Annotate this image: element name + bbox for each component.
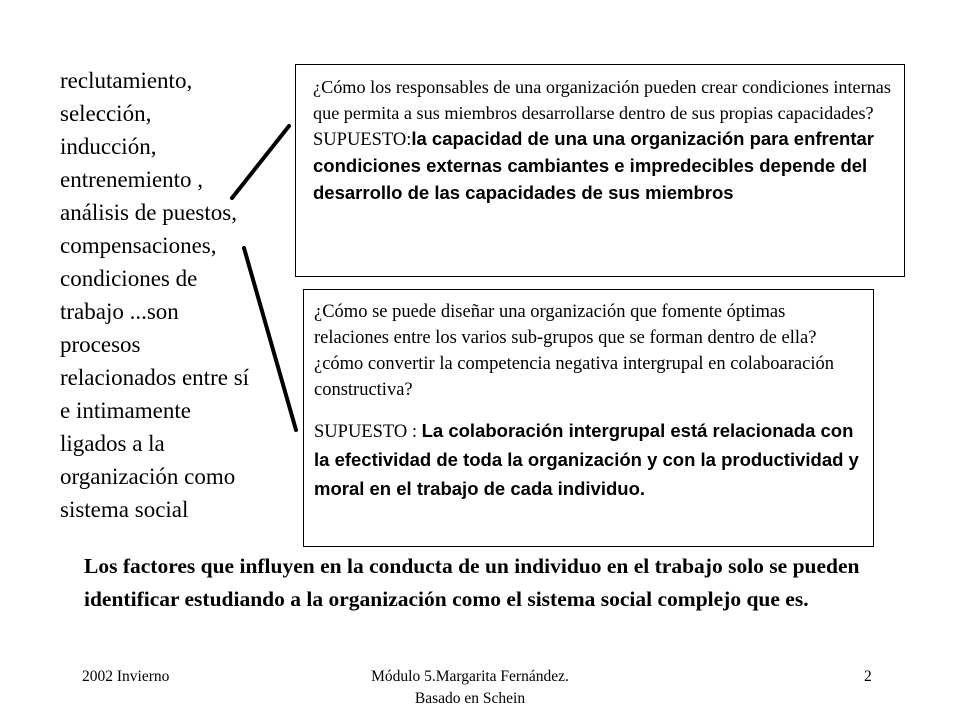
list-item: entrenemiento , (60, 167, 204, 192)
intergroup-question: ¿Cómo se puede diseñar una organización que fomente óptimas relaciones entre los varios sub-grupos que se forman dentro de ella? ¿cómo convertir la competencia negativa intergrupal en colaboaración constructiva? (314, 302, 834, 400)
list-item: procesos (60, 332, 141, 357)
page-number: 2 (864, 668, 872, 685)
list-item: ligados a la (60, 431, 165, 456)
intergroup-assumption (314, 417, 861, 504)
list-item: selección, (60, 101, 152, 126)
list-item: análisis de puestos, (60, 200, 237, 225)
capacities-question: ¿Cómo los responsables de una organización pueden crear condiciones internas que permita a sus miembros desarrollarse dentro de sus propias capacidades? (313, 77, 891, 123)
list-item: compensaciones, (60, 233, 217, 258)
list-item: sistema social (60, 497, 189, 522)
footer-author-line2: Basado en Schein (414, 690, 526, 707)
list-item: relacionados entre sí (60, 365, 250, 390)
capacities-question-box (295, 64, 905, 277)
list-item: condiciones de (60, 266, 198, 291)
footer-date: 2002 Invierno (82, 668, 170, 685)
assumption-label: SUPUESTO: (313, 130, 412, 150)
assumption-text: La colaboración intergrupal está relacionada con la efectividad de toda la organización y con la productividad y moral en el trabajo de cada individuo. (314, 420, 859, 499)
left-process-list (60, 64, 285, 526)
footer-author-line1: Módulo 5.Margarita Fernández. (371, 668, 569, 685)
list-item: organización como (60, 464, 236, 489)
assumption-text: la capacidad de una una organización para enfrentar condiciones externas cambiantes e impredecibles depende del desarrollo de las capacidades de sus miembros (313, 128, 874, 203)
capacities-assumption (313, 126, 892, 207)
list-item: reclutamiento, (60, 68, 193, 93)
assumption-label: SUPUESTO : (314, 422, 422, 442)
bottom-conclusion: Los factores que influyen en la conducta de un individuo en el trabajo solo se pueden identificar estudiando a la organización como el sistema social complejo que es. (84, 554, 860, 611)
footer-author (320, 666, 620, 710)
list-item: trabajo ...son (60, 299, 179, 324)
list-item: e intimamente (60, 398, 191, 423)
intergroup-question-box (303, 289, 874, 547)
list-item: inducción, (60, 134, 157, 159)
